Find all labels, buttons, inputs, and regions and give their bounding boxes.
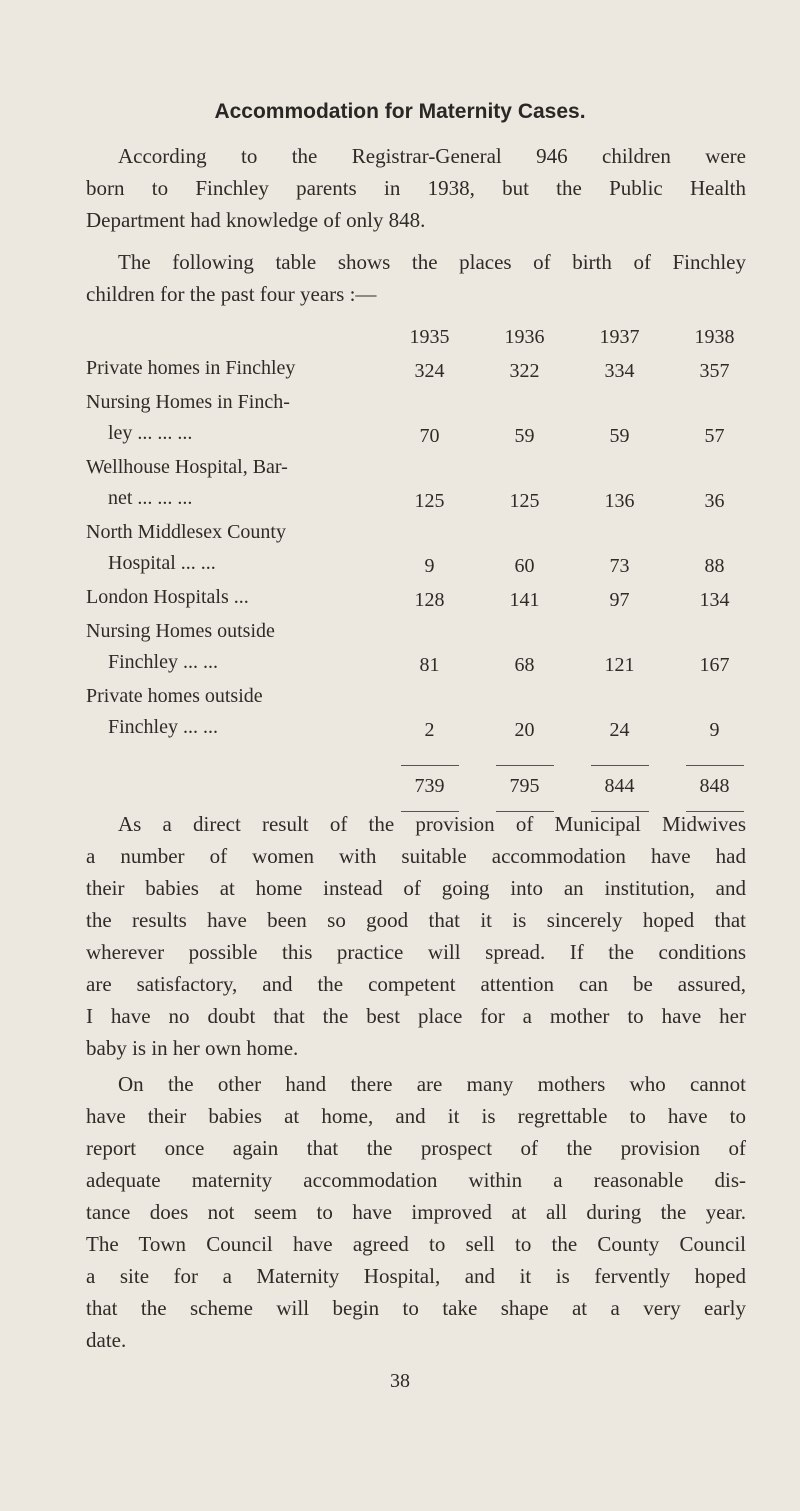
table-row — [86, 679, 762, 744]
table-cell: 24 — [609, 719, 630, 741]
year-header: 1937 — [599, 326, 640, 348]
table-cell: 357 — [699, 360, 730, 382]
text-line: Department had knowledge of only 848. — [86, 208, 426, 232]
total-cell: 848 — [699, 774, 730, 797]
table-row — [86, 614, 762, 679]
table-cell: 36 — [704, 490, 725, 512]
text-line: children for the past four years :— — [86, 282, 377, 306]
births-table — [86, 315, 762, 814]
text-line: baby is in her own home. — [86, 1036, 299, 1060]
table-cell: 59 — [514, 425, 535, 447]
table-cell: 59 — [609, 425, 630, 447]
table-cell: 2 — [424, 719, 435, 741]
table-cell: 324 — [414, 360, 445, 382]
text-line: born to Finchley parents in 1938, but the Public Health — [86, 176, 746, 200]
table-cell: 81 — [419, 654, 440, 676]
section-heading: Accommodation for Maternity Cases. — [214, 100, 586, 123]
table-cell: 73 — [609, 555, 630, 577]
table-cell: 9 — [709, 719, 720, 741]
row-label: Wellhouse Hospital, Bar- net ... ... ... — [86, 455, 288, 509]
rule-row — [86, 744, 762, 766]
table-row — [86, 351, 762, 385]
table-cell: 88 — [704, 555, 725, 577]
table-cell: 134 — [699, 589, 730, 611]
table-cell: 136 — [604, 490, 635, 512]
table-row — [86, 385, 762, 450]
table-cell: 128 — [414, 589, 445, 611]
text-line: adequate maternity accommodation within a reasonable dis- — [86, 1168, 746, 1192]
intro-paragraph — [86, 140, 746, 236]
row-label: Nursing Homes outside Finchley ... ... — [86, 619, 275, 673]
text-line: wherever possible this practice will spread. If the conditions — [86, 940, 746, 964]
table-cell: 60 — [514, 555, 535, 577]
table-cell: 97 — [609, 589, 630, 611]
table-cell: 125 — [414, 490, 445, 512]
table-lead-paragraph — [86, 246, 746, 310]
hospital-paragraph — [86, 1068, 746, 1356]
text-line: As a direct result of the provision of Municipal Midwives — [118, 812, 746, 836]
year-header: 1936 — [504, 326, 545, 348]
table-cell: 57 — [704, 425, 725, 447]
midwives-paragraph — [86, 808, 746, 1064]
table-cell: 121 — [604, 654, 635, 676]
totals-row — [86, 766, 762, 808]
text-line: On the other hand there are many mothers who cannot — [118, 1072, 746, 1096]
table-cell: 68 — [514, 654, 535, 676]
total-cell: 844 — [604, 774, 635, 797]
table-row — [86, 580, 762, 614]
row-label: Private homes outside Finchley ... ... — [86, 684, 263, 738]
table-cell: 141 — [509, 589, 540, 611]
text-line: a site for a Maternity Hospital, and it is fervently hoped — [86, 1264, 746, 1288]
header-blank — [86, 315, 382, 351]
text-line: the results have been so good that it is sincerely hoped that — [86, 908, 746, 932]
text-line: According to the Registrar-General 946 children were — [118, 144, 746, 168]
row-label: Private homes in Finchley — [86, 356, 296, 379]
text-line: report once again that the prospect of the provision of — [86, 1136, 746, 1160]
page-number: 38 — [390, 1370, 410, 1392]
text-line: The Town Council have agreed to sell to the County Council — [86, 1232, 746, 1256]
table-cell: 70 — [419, 425, 440, 447]
text-line: are satisfactory, and the competent attention can be assured, — [86, 972, 746, 996]
table-cell: 167 — [699, 654, 730, 676]
text-line: that the scheme will begin to take shape at a very early — [86, 1296, 746, 1320]
text-line: their babies at home instead of going into an institution, and — [86, 876, 746, 900]
table-cell: 322 — [509, 360, 540, 382]
total-cell: 739 — [414, 774, 445, 797]
text-line: I have no doubt that the best place for a mother to have her — [86, 1004, 746, 1028]
row-label: London Hospitals ... — [86, 585, 249, 608]
table-cell: 334 — [604, 360, 635, 382]
text-line: date. — [86, 1328, 127, 1352]
table-cell: 9 — [424, 555, 435, 577]
text-line: a number of women with suitable accommodation have had — [86, 844, 746, 868]
year-header: 1938 — [694, 326, 735, 348]
text-line: tance does not seem to have improved at all during the year. — [86, 1200, 746, 1224]
row-label: Nursing Homes in Finch- ley ... ... ... — [86, 390, 290, 444]
table-row — [86, 450, 762, 515]
table-cell: 20 — [514, 719, 535, 741]
table-row — [86, 515, 762, 580]
text-line: The following table shows the places of birth of Finchley — [118, 250, 746, 274]
row-label: North Middlesex County Hospital ... ... — [86, 520, 286, 574]
year-header: 1935 — [409, 326, 450, 348]
text-line: have their babies at home, and it is regrettable to have to — [86, 1104, 746, 1128]
table-header-row — [86, 315, 762, 351]
table-cell: 125 — [509, 490, 540, 512]
total-cell: 795 — [509, 774, 540, 797]
